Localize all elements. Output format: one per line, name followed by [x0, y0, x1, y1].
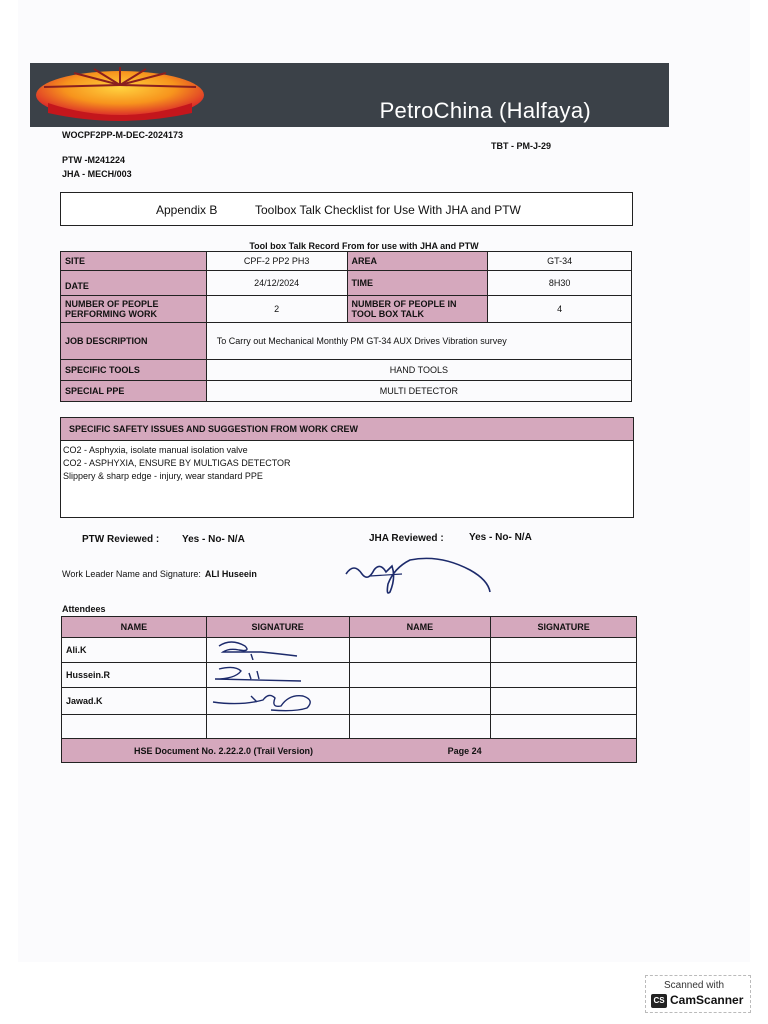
record-title [0, 241, 768, 251]
special-ppe-label: SPECIAL PPE [61, 381, 207, 402]
table-cell [349, 715, 491, 739]
work-leader-name: ALI Huseein [204, 569, 257, 579]
table-cell [491, 688, 637, 715]
safety-issue-line: CO2 - ASPHYXIA, ENSURE BY MULTIGAS DETECTOR [63, 458, 291, 468]
signature-icon [211, 688, 321, 712]
scanned-with-text: Scanned with [664, 980, 725, 991]
table-cell [349, 638, 491, 663]
table-cell [62, 715, 207, 739]
specific-tools-value: HAND TOOLS [206, 360, 631, 381]
ptw-reviewed-options: Yes - No- N/A [182, 534, 245, 545]
tbt-reference: TBT - PM-J-29 [491, 141, 552, 151]
table-cell [491, 663, 637, 688]
ptw-reviewed-label: PTW Reviewed : [82, 534, 160, 545]
job-description-label: JOB DESCRIPTION [61, 323, 207, 360]
date-label: DATE [61, 271, 207, 296]
area-value: GT-34 [488, 252, 632, 271]
column-header: SIGNATURE [206, 617, 349, 638]
people-work-label: NUMBER OF PEOPLE PERFORMING WORK [61, 296, 207, 323]
appendix-title-box [60, 192, 633, 226]
work-leader-label: Work Leader Name and Signature: [62, 569, 201, 579]
safety-issues-box [60, 417, 634, 518]
table-row [62, 638, 637, 663]
table-cell [206, 715, 349, 739]
specific-tools-label: SPECIFIC TOOLS [61, 360, 207, 381]
jha-reviewed-label: JHA Reviewed : [369, 533, 444, 544]
page-number: Page 24 [447, 745, 482, 756]
jha-number: JHA - MECH/003 [62, 169, 132, 179]
attendee-signature-cell [206, 638, 349, 663]
attendees-table [61, 616, 637, 763]
time-value: 8H30 [488, 271, 632, 296]
people-work-value: 2 [206, 296, 347, 323]
camscanner-watermark [645, 975, 751, 1013]
hse-document-number: HSE Document No. 2.22.2.0 (Trail Version) [134, 745, 314, 756]
attendees-label: Attendees [62, 604, 106, 614]
table-row [61, 252, 632, 271]
table-cell [349, 663, 491, 688]
date-value: 24/12/2024 [206, 271, 347, 296]
attendee-name: Hussein.R [62, 663, 207, 688]
safety-issue-line: Slippery & sharp edge - injury, wear standard PPE [63, 471, 263, 481]
people-talk-value: 4 [488, 296, 632, 323]
job-description-value: To Carry out Mechanical Monthly PM GT-34 AUX Drives Vibration survey [206, 323, 631, 360]
brand-title: PetroChina (Halfaya) [379, 98, 591, 123]
safety-issues-header: SPECIFIC SAFETY ISSUES AND SUGGESTION FROM WORK CREW [61, 418, 633, 441]
work-leader-signature-icon [340, 552, 500, 600]
table-row [62, 688, 637, 715]
signature-icon [211, 663, 311, 685]
jha-reviewed-options: Yes - No- N/A [469, 532, 532, 543]
camscanner-name: CamScanner [670, 993, 744, 1007]
site-label: SITE [61, 252, 207, 271]
document-reference: WOCPF2PP-M-DEC-2024173 [62, 130, 184, 140]
appendix-label: Appendix B [156, 203, 218, 217]
document-footer [62, 739, 637, 763]
table-cell [491, 715, 637, 739]
table-row [61, 381, 632, 402]
attendee-name: Ali.K [62, 638, 207, 663]
table-row [62, 715, 637, 739]
attendee-signature-cell [206, 688, 349, 715]
table-row [61, 360, 632, 381]
site-value: CPF-2 PP2 PH3 [206, 252, 347, 271]
people-talk-label: NUMBER OF PEOPLE IN TOOL BOX TALK [347, 296, 488, 323]
camscanner-logo-icon: CS [651, 994, 667, 1008]
attendee-name: Jawad.K [62, 688, 207, 715]
footer-row [62, 739, 637, 763]
checklist-title: Toolbox Talk Checklist for Use With JHA and PTW [255, 203, 521, 217]
table-header-row [62, 617, 637, 638]
area-label: AREA [347, 252, 488, 271]
special-ppe-value: MULTI DETECTOR [206, 381, 631, 402]
column-header: NAME [62, 617, 207, 638]
column-header: NAME [349, 617, 491, 638]
table-row [61, 296, 632, 323]
table-row [61, 323, 632, 360]
table-row [61, 271, 632, 296]
ptw-number: PTW -M241224 [62, 155, 126, 165]
table-cell [491, 638, 637, 663]
safety-issue-line: CO2 - Asphyxia, isolate manual isolation valve [63, 445, 248, 455]
work-leader-row [62, 569, 257, 579]
time-label: TIME [347, 271, 488, 296]
record-title-text: Tool box Talk Record From for use with JHA and PTW [249, 241, 479, 251]
table-row [62, 663, 637, 688]
attendee-signature-cell [206, 663, 349, 688]
signature-icon [211, 638, 311, 660]
petrochina-logo-icon [34, 65, 206, 125]
table-cell [349, 688, 491, 715]
column-header: SIGNATURE [491, 617, 637, 638]
toolbox-info-table [60, 251, 632, 402]
